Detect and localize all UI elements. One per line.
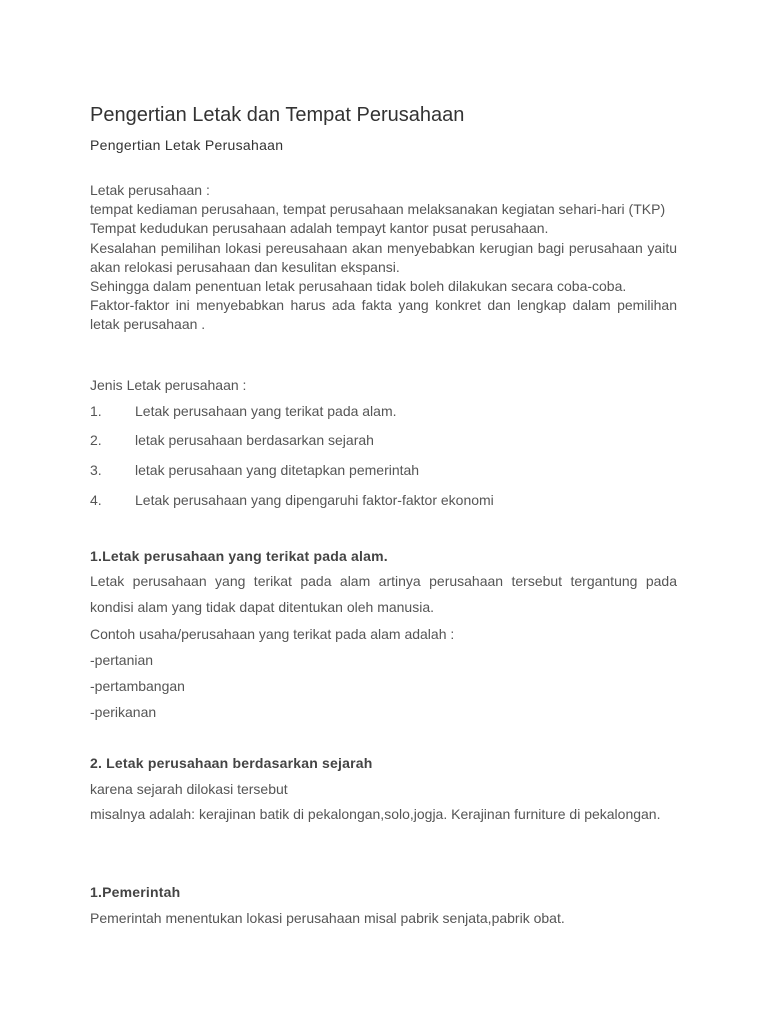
intro-label: Letak perusahaan : xyxy=(90,182,210,198)
intro-section xyxy=(90,181,677,335)
section-3-heading: 1.Pemerintah xyxy=(90,884,181,900)
document-title: Pengertian Letak dan Tempat Perusahaan xyxy=(90,104,465,126)
list-item-number: 2. xyxy=(90,432,102,448)
jenis-label: Jenis Letak perusahaan : xyxy=(90,377,247,393)
section-2-heading: 2. Letak perusahaan berdasarkan sejarah xyxy=(90,755,373,771)
list-item-number: 3. xyxy=(90,462,102,478)
section-2-body: misalnya adalah: kerajinan batik di pekalongan,solo,jogja. Kerajinan furniture di pekalongan. xyxy=(90,806,661,822)
intro-paragraph-4: Sehingga dalam penentuan letak perusahaan tidak boleh dilakukan secara coba-coba. xyxy=(90,278,627,295)
example-item: -perikanan xyxy=(90,704,157,720)
list-item-number: 4. xyxy=(90,492,102,508)
example-item: -pertanian xyxy=(90,652,154,668)
section-3-body: Pemerintah menentukan lokasi perusahaan misal pabrik senjata,pabrik obat. xyxy=(90,910,565,926)
list-item-text: letak perusahaan yang ditetapkan pemerintah xyxy=(135,462,420,478)
intro-paragraph-2: Tempat kedudukan perusahaan adalah tempayt kantor pusat perusahaan. xyxy=(90,220,549,237)
example-item: -pertambangan xyxy=(90,678,185,694)
section-2-line: karena sejarah dilokasi tersebut xyxy=(90,781,288,797)
list-item-text: letak perusahaan berdasarkan sejarah xyxy=(135,432,374,448)
intro-paragraph-3: Kesalahan pemilihan lokasi pereusahaan akan menyebabkan kerugian bagi perusahaan yaitu akan relokasi perusahaan dan kesulitan ekspansi. xyxy=(90,239,677,275)
intro-paragraph-5: Faktor-faktor ini menyebabkan harus ada fakta yang konkret dan lengkap dalam pemilihan letak perusahaan . xyxy=(90,297,677,333)
intro-paragraph-1: tempat kediaman perusahaan, tempat perusahaan melaksanakan kegiatan sehari-hari (TKP) xyxy=(90,201,666,218)
list-item-text: Letak perusahaan yang terikat pada alam. xyxy=(135,403,397,419)
list-item-text: Letak perusahaan yang dipengaruhi faktor-faktor ekonomi xyxy=(135,492,494,508)
section-1-heading: 1.Letak perusahaan yang terikat pada alam. xyxy=(90,548,388,564)
list-item-number: 1. xyxy=(90,403,102,419)
section-1-body: Letak perusahaan yang terikat pada alam artinya perusahaan tersebut tergantung pada kondisi alam yang tidak dapat ditentukan oleh manusia. xyxy=(90,573,677,615)
section-1-example-label: Contoh usaha/perusahaan yang terikat pada alam adalah : xyxy=(90,626,455,642)
document-subtitle: Pengertian Letak Perusahaan xyxy=(90,137,284,153)
